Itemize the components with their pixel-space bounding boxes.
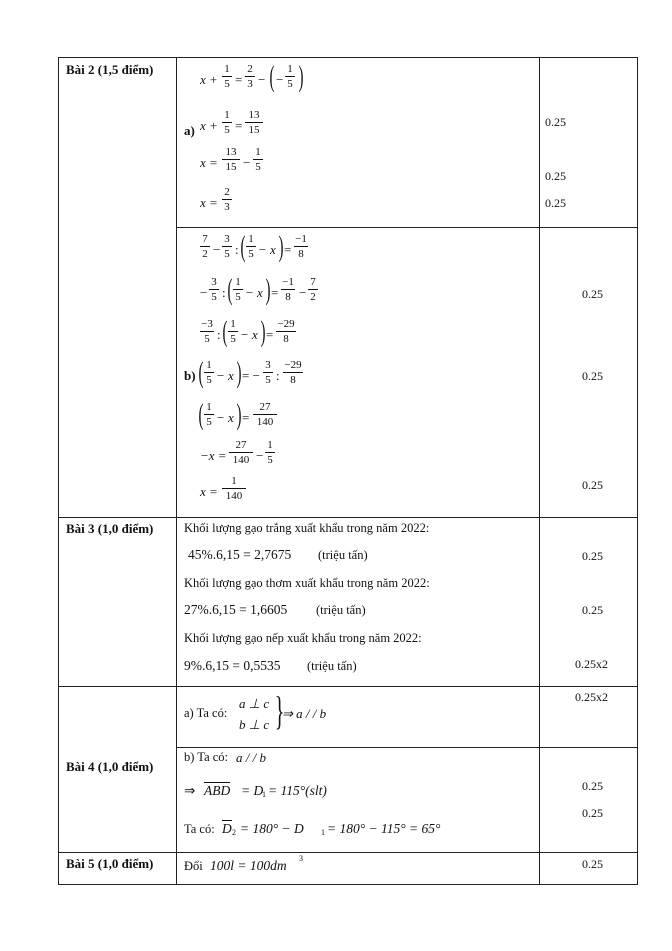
paren-right: ): [236, 356, 242, 389]
fraction: 1 5: [204, 401, 214, 428]
score: 0.25: [582, 369, 603, 383]
fraction: 2 3: [245, 63, 255, 90]
score: 0.25x2: [575, 657, 608, 671]
row-divider: [176, 747, 638, 748]
fraction: 27 140: [253, 401, 277, 428]
bai3-label: Bài 3 (1,0 điểm): [66, 521, 154, 536]
row-divider: [58, 517, 638, 518]
row-divider: [58, 852, 638, 853]
fraction: 27 140: [229, 439, 253, 466]
fraction: 1 140: [222, 475, 246, 502]
row-divider: [176, 227, 638, 228]
bai3-calc: 9%.6,15 = 0,5535: [184, 658, 281, 673]
paren-left: (: [269, 60, 275, 93]
bai5-label: Bài 5 (1,0 điểm): [66, 856, 154, 871]
fraction: −1 8: [282, 276, 294, 303]
score: 0.25: [582, 478, 603, 492]
fraction: 1 5: [233, 276, 243, 303]
paren-left: (: [227, 273, 233, 306]
bai2b-marker: b): [184, 368, 196, 383]
fraction: −3 5: [201, 318, 213, 345]
fraction: 1 5: [246, 233, 256, 260]
paren-right: ): [278, 230, 284, 263]
fraction: −1 8: [295, 233, 307, 260]
fraction: 1 5: [222, 63, 232, 90]
bai4-label: Bài 4 (1,0 điểm): [66, 759, 154, 774]
score: 0.25x2: [575, 690, 608, 704]
fraction: 1 5: [285, 63, 295, 90]
score: 0.25: [545, 196, 566, 210]
row-divider: [58, 57, 638, 58]
col-divider: [176, 57, 177, 885]
bai3-unit: (triệu tấn): [316, 603, 366, 617]
fraction: 1 5: [253, 146, 263, 173]
score: 0.25: [545, 169, 566, 183]
score: 0.25: [582, 549, 603, 563]
fraction: −29 8: [277, 318, 295, 345]
bai3-text: Khối lượng gạo thơm xuất khẩu trong năm 2022:: [184, 576, 430, 590]
paren-left: (: [240, 230, 246, 263]
score: 0.25: [582, 857, 603, 871]
fraction: 1 5: [228, 318, 238, 345]
paren-right: ): [236, 398, 242, 431]
fraction: −29 8: [284, 359, 302, 386]
bai3-text: Khối lượng gạo nếp xuất khẩu trong năm 2022:: [184, 631, 422, 645]
fraction: 3 5: [222, 233, 232, 260]
paren-right: ): [260, 315, 266, 348]
score: 0.25: [582, 603, 603, 617]
paren-left: (: [198, 398, 204, 431]
brace-right: }: [274, 688, 285, 733]
fraction: 2 3: [222, 186, 232, 213]
fraction: 13 15: [222, 146, 240, 173]
bai2-label: Bài 2 (1,5 điểm): [66, 62, 154, 77]
bai2a-marker: a): [184, 123, 195, 138]
score: 0.25: [582, 779, 603, 793]
paren-right: ): [265, 273, 271, 306]
col-divider: [539, 57, 540, 885]
fraction: 7 2: [308, 276, 318, 303]
col-divider: [637, 57, 638, 885]
bai3-text: Khối lượng gạo trắng xuất khẩu trong năm 2022:: [184, 521, 430, 535]
paren-left: (: [198, 356, 204, 389]
bai3-unit: (triệu tấn): [307, 659, 357, 673]
score: 0.25: [582, 287, 603, 301]
fraction: 1 5: [265, 439, 275, 466]
fraction: 13 15: [245, 109, 263, 136]
score: 0.25: [582, 806, 603, 820]
fraction: 1 5: [222, 109, 232, 136]
paren-left: (: [222, 315, 228, 348]
row-divider: [58, 686, 638, 687]
fraction: 1 5: [204, 359, 214, 386]
bai3-unit: (triệu tấn): [318, 548, 368, 562]
fraction: 3 5: [263, 359, 273, 386]
fraction: 3 5: [209, 276, 219, 303]
bai3-calc: 45%.6,15 = 2,7675: [188, 547, 292, 562]
row-divider: [58, 884, 638, 885]
col-divider: [58, 57, 59, 885]
paren-right: ): [298, 60, 304, 93]
score: 0.25: [545, 115, 566, 129]
bai3-calc: 27%.6,15 = 1,6605: [184, 602, 288, 617]
fraction: 7 2: [200, 233, 210, 260]
